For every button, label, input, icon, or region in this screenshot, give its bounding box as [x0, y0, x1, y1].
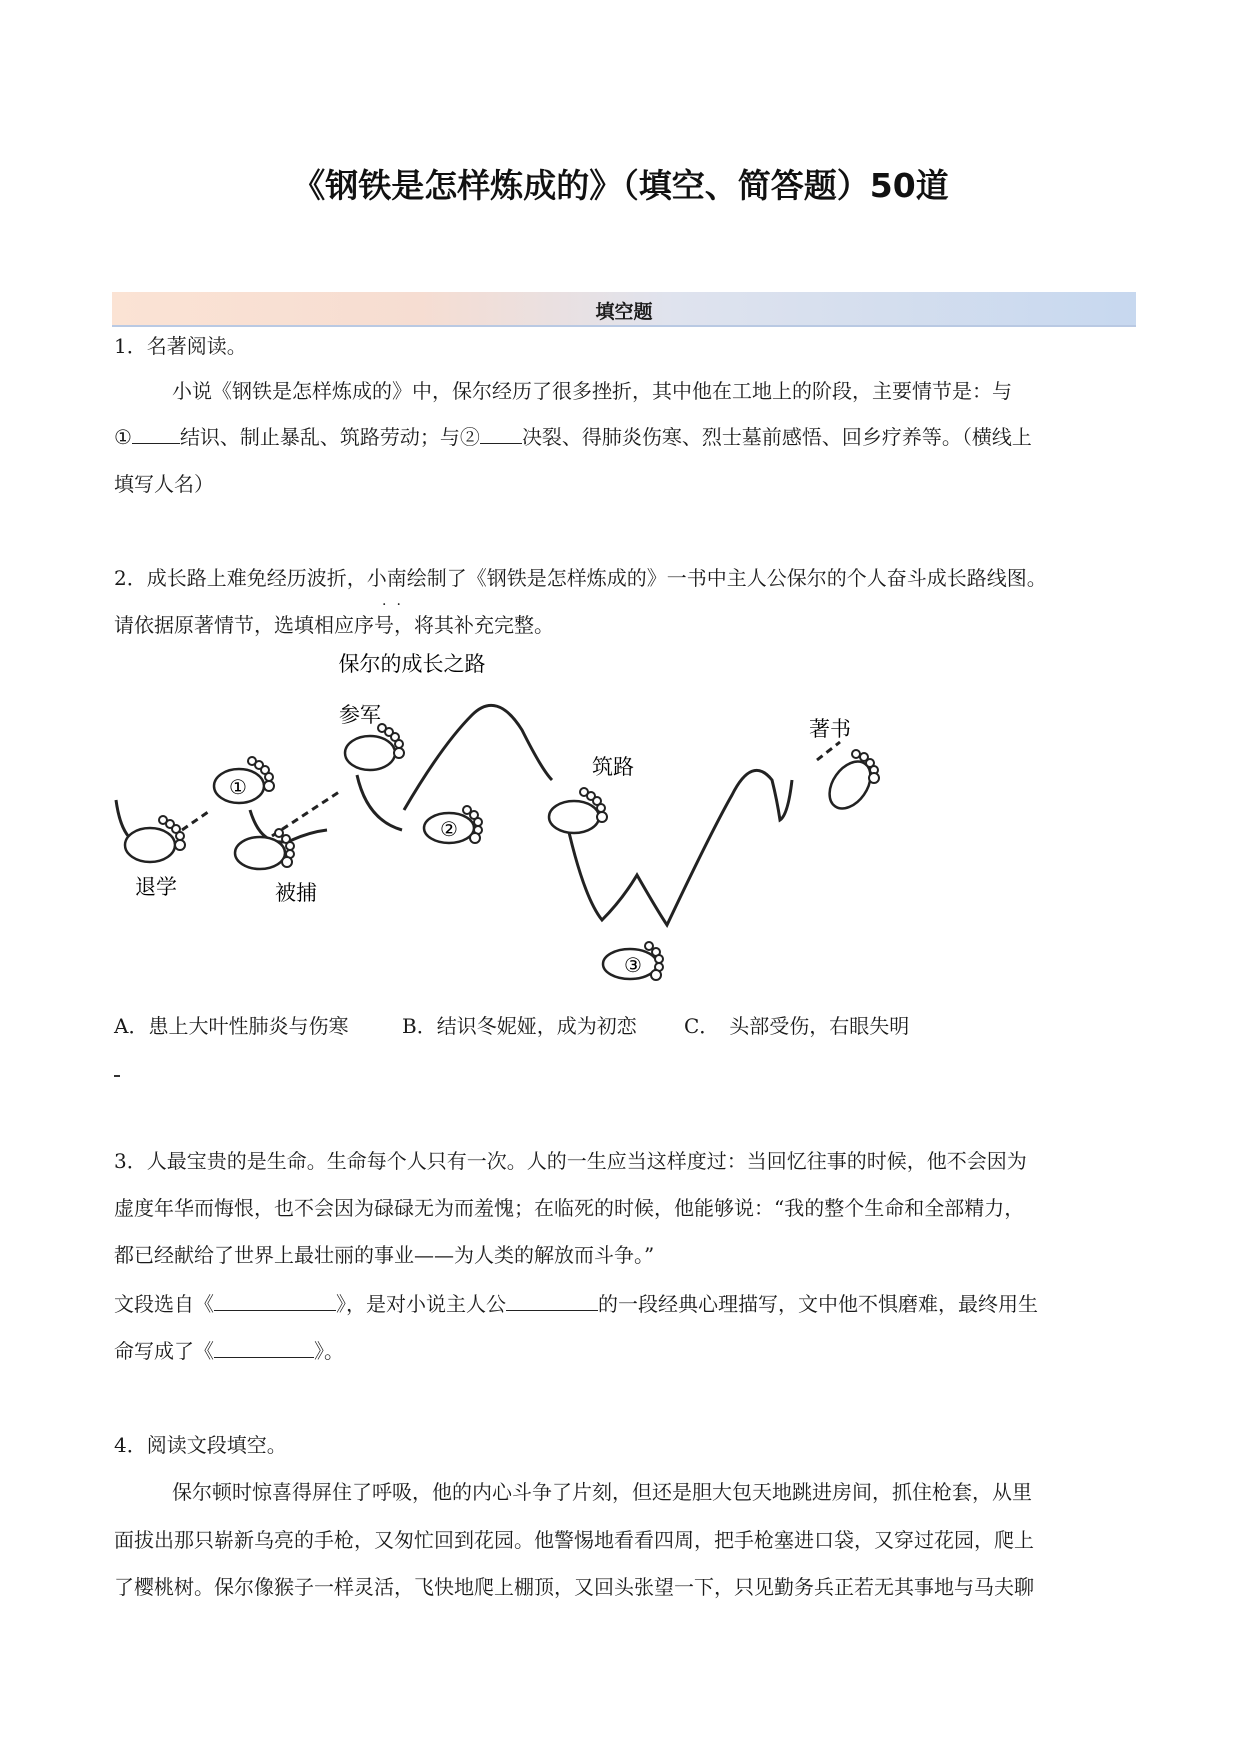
- q1-line-1: 小说《钢铁是怎样炼成的》中，保尔经历了很多挫折，其中他在工地上的阶段，主要情节是：与: [172, 379, 1012, 403]
- section-title: 填空题: [595, 301, 653, 323]
- diagram-label-1: ①: [229, 775, 247, 799]
- label-dropout: 退学: [135, 876, 177, 899]
- q3-blank-protagonist[interactable]: [506, 1290, 598, 1311]
- q3-blank-book[interactable]: [214, 1290, 336, 1311]
- q2-line-1: 2．成长路上难免经历波折，小南绘制了《钢铁是怎样炼成的》一书中主人公保尔的个人奋斗成长路线图。: [114, 566, 1047, 590]
- section-header-bar: [112, 292, 1136, 327]
- path-segment: [357, 775, 402, 830]
- label-enlist: 参军: [339, 704, 381, 727]
- option-a: A．患上大叶性肺炎与伤寒: [114, 1014, 349, 1038]
- stray-mark: [114, 1075, 120, 1077]
- q1-line-2-text-b: 决裂、得肺炎伤寒、烈士墓前感悟、回乡疗养等。（横线上: [521, 425, 1032, 449]
- q3-line-5: [114, 1337, 344, 1364]
- q3-blank-work[interactable]: [214, 1337, 314, 1358]
- q4-line-3: 了樱桃树。保尔像猴子一样灵活，飞快地爬上棚顶，又回头张望一下，只见勤务兵正若无其事地与马夫聊: [114, 1575, 1034, 1599]
- growth-path-diagram: [112, 650, 932, 990]
- q3-line-1: 3．人最宝贵的是生命。生命每个人只有一次。人的一生应当这样度过：当回忆往事的时候，他不会因为: [114, 1149, 1027, 1173]
- footprint-1: [125, 816, 185, 862]
- q1-line-2-text-a: 结识、制止暴乱、筑路劳动；与②: [179, 425, 480, 449]
- path-segment: [564, 770, 792, 925]
- label-writing: 著书: [809, 718, 851, 741]
- q4-heading: 4．阅读文段填空。: [114, 1433, 287, 1457]
- label-road-building: 筑路: [592, 756, 634, 779]
- option-b: B．结识冬妮娅，成为初恋: [402, 1014, 637, 1038]
- footprint-8: [821, 750, 879, 816]
- q1-line-2: [114, 423, 1032, 450]
- footprint-6: [549, 788, 607, 833]
- path-dash: [817, 742, 840, 760]
- q1-blank-2[interactable]: [480, 423, 522, 444]
- label-arrested: 被捕: [275, 882, 317, 905]
- q3-line-4-text-a: 文段选自《: [114, 1292, 214, 1316]
- q3-line-3: 都已经献给了世界上最壮丽的事业——为人类的解放而斗争。”: [114, 1243, 655, 1267]
- q3-line-2: 虚度年华而悔恨，也不会因为碌碌无为而羞愧；在临死的时候，他能够说：“我的整个生命和全部精力，: [114, 1196, 1025, 1220]
- path-segment: [404, 705, 552, 810]
- page-title: 《钢铁是怎样炼成的》（填空、简答题）50道: [292, 166, 949, 205]
- q3-line-5-text-a: 命写成了《: [114, 1339, 214, 1363]
- q1-heading: 1．名著阅读。: [114, 334, 247, 358]
- path-dash: [272, 790, 342, 836]
- q3-line-4-text-b: 》，是对小说主人公: [336, 1292, 506, 1316]
- option-c: C． 头部受伤，右眼失明: [684, 1014, 910, 1038]
- emphasis-dots: ··: [382, 597, 411, 613]
- diagram-label-2: ②: [440, 817, 458, 841]
- q3-line-4-text-c: 的一段经典心理描写，文中他不惧磨难，最终用生: [598, 1292, 1038, 1316]
- q1-circle-1: ①: [114, 425, 132, 449]
- q4-line-2: 面拔出那只崭新乌亮的手枪，又匆忙回到花园。他警惕地看看四周，把手枪塞进口袋，又穿过花园，爬上: [114, 1528, 1034, 1552]
- footprint-4: [345, 724, 404, 770]
- q3-line-5-text-b: 》。: [314, 1339, 344, 1363]
- path-dash: [182, 812, 208, 830]
- q2-line-2: 请依据原著情节，选填相应序号，将其补充完整。: [114, 613, 554, 637]
- q4-line-1: 保尔顿时惊喜得屏住了呼吸，他的内心斗争了片刻，但还是胆大包天地跳进房间，抓住枪套，从里: [172, 1480, 1032, 1504]
- diagram-label-3: ③: [624, 953, 642, 977]
- q3-line-4: [114, 1290, 1038, 1317]
- q1-blank-1[interactable]: [132, 423, 180, 444]
- q1-line-3: 填写人名）: [114, 472, 214, 496]
- diagram-title: 保尔的成长之路: [338, 653, 486, 676]
